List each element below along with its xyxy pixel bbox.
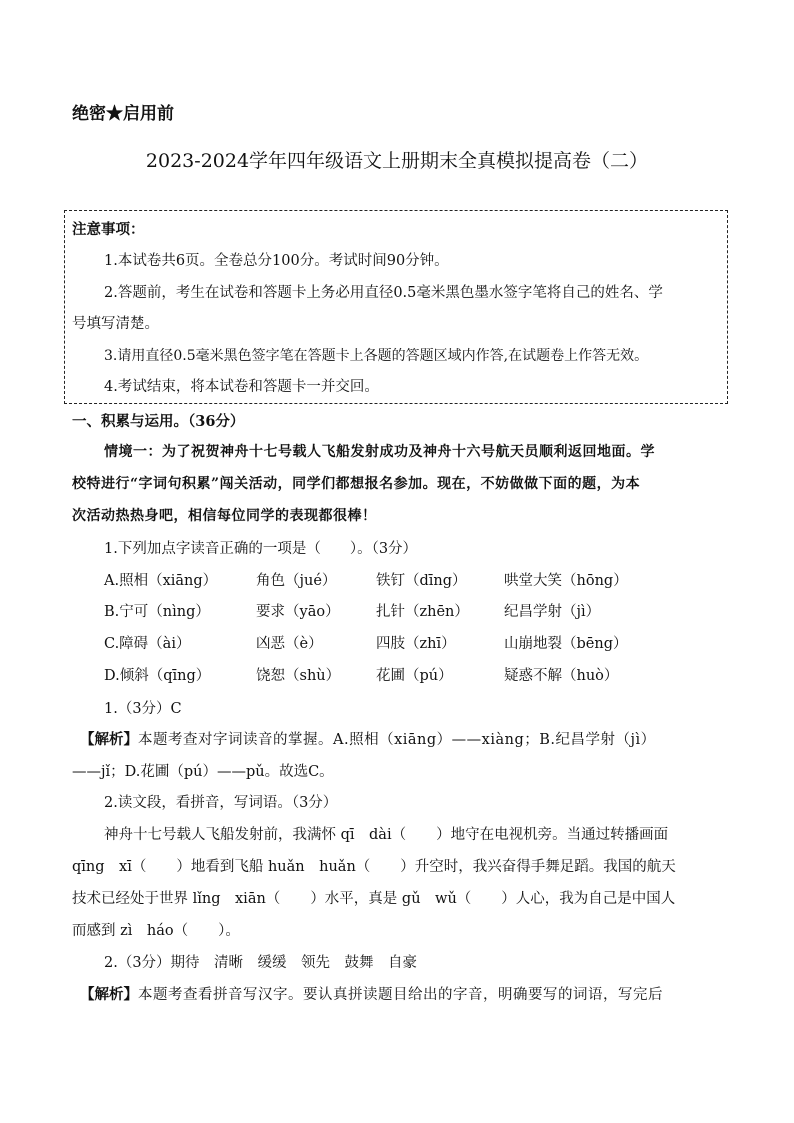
- q2-analysis-text: 本题考查看拼音写汉字。要认真拼读题目给出的字音，明确要写的词语，写完后: [138, 987, 663, 1003]
- q2-passage-4a: 而感到 zì háo（: [72, 923, 189, 939]
- q1-analysis-line-2: ——jǐ；D.花圃（pú）——pǔ。故选C。: [72, 764, 334, 780]
- q1-option-a-1: A.照相（xiāng）: [104, 573, 218, 589]
- q2-passage-4b: ）。: [218, 923, 240, 939]
- q1-option-a-2: 角色（jué）: [256, 573, 337, 589]
- q2-passage-line-3: [72, 889, 675, 909]
- context-line-3: 次活动热热身吧，相信每位同学的表现都很棒！: [72, 508, 377, 524]
- q1-option-c-2: 凶恶（è）: [256, 636, 323, 652]
- q2-passage-3c: ）人心，我为自己是中国人: [501, 891, 676, 907]
- q2-passage-2c: ）升空时，我兴奋得手舞足蹈。我国的航天: [400, 859, 676, 875]
- q1-option-d-1: D.倾斜（qīng）: [104, 668, 211, 684]
- q1-analysis-tag: 【解析】: [80, 731, 138, 748]
- q2-passage-line-1: [104, 825, 668, 845]
- q2-passage-2a: qīng xī（: [72, 859, 147, 875]
- notice-item-2-line-1: 2.答题前，考生在试卷和答题卡上务必用直径0.5毫米黑色墨水签字笔将自己的姓名、学: [104, 285, 663, 301]
- notice-item-2-line-2: 号填写清楚。: [72, 316, 159, 332]
- q1-option-a-3: 铁钉（dīng）: [376, 573, 467, 589]
- notice-item-4: 4.考试结束，将本试卷和答题卡一并交回。: [104, 379, 379, 395]
- q1-analysis-text: 本题考查对字词读音的掌握。A.照相（xiāng）——xiàng；B.纪昌学射（jì）: [138, 732, 656, 748]
- q1-option-c-3: 四肢（zhī）: [376, 636, 456, 652]
- page-title: 2023-2024学年四年级语文上册期末全真模拟提高卷（二）: [145, 150, 649, 172]
- q1-answer: 1.（3分）C: [104, 701, 182, 717]
- q1-option-d-3: 花圃（pú）: [376, 668, 453, 684]
- q1-option-b-4: 纪昌学射（jì）: [504, 604, 601, 620]
- q1-option-b-2: 要求（yāo）: [256, 604, 340, 620]
- q2-passage-1a: 神舟十七号载人飞船发射前，我满怀 qī dài（: [104, 827, 407, 843]
- context-line-1: 情境一：为了祝贺神舟十七号载人飞船发射成功及神舟十六号航天员顺利返回地面。学: [104, 444, 655, 460]
- q1-option-b-3: 扎针（zhēn）: [376, 604, 469, 620]
- q2-passage-1b: ）地守在电视机旁。当通过转播画面: [436, 827, 669, 843]
- confidential-label: 绝密★启用前: [72, 104, 174, 124]
- q1-stem: 1.下列加点字读音正确的一项是（ ）。（3分）: [104, 541, 418, 557]
- notice-item-3: 3.请用直径0.5毫米黑色签字笔在答题卡上各题的答题区域内作答,在试题卷上作答无效。: [104, 348, 649, 364]
- q1-option-b-1: B.宁可（nìng）: [104, 604, 210, 620]
- notice-box: [64, 210, 728, 404]
- q1-option-d-2: 饶恕（shù）: [256, 668, 341, 684]
- q2-analysis-tag: 【解析】: [80, 986, 138, 1003]
- context-line-2: 校特进行“字词句积累”闯关活动，同学们都想报名参加。现在，不妨做做下面的题，为本: [72, 476, 641, 492]
- q2-answer: 2.（3分）期待 清晰 缓缓 领先 鼓舞 自豪: [104, 955, 418, 971]
- q1-option-a-4: 哄堂大笑（hōng）: [504, 573, 628, 589]
- notice-heading: 注意事项：: [72, 221, 145, 238]
- q2-passage-line-4: [72, 921, 240, 941]
- q1-option-c-1: C.障碍（ài）: [104, 636, 191, 652]
- q2-passage-2b: ）地看到飞船 huǎn huǎn（: [176, 859, 371, 875]
- q1-analysis-line-1: [80, 730, 656, 750]
- q2-passage-3b: ）水平，真是 gǔ wǔ（: [310, 891, 472, 907]
- q2-analysis-line-1: [80, 985, 663, 1005]
- q2-stem: 2.读文段，看拼音，写词语。（3分）: [104, 795, 338, 811]
- q2-passage-3a: 技术已经处于世界 lǐng xiān（: [72, 891, 281, 907]
- section-heading: 一、积累与运用。（36分）: [72, 413, 245, 430]
- q1-option-c-4: 山崩地裂（bēng）: [504, 636, 628, 652]
- q1-option-d-4: 疑惑不解（huò）: [504, 668, 619, 684]
- notice-item-1: 1.本试卷共6页。全卷总分100分。考试时间90分钟。: [104, 253, 449, 269]
- q2-passage-line-2: [72, 857, 676, 877]
